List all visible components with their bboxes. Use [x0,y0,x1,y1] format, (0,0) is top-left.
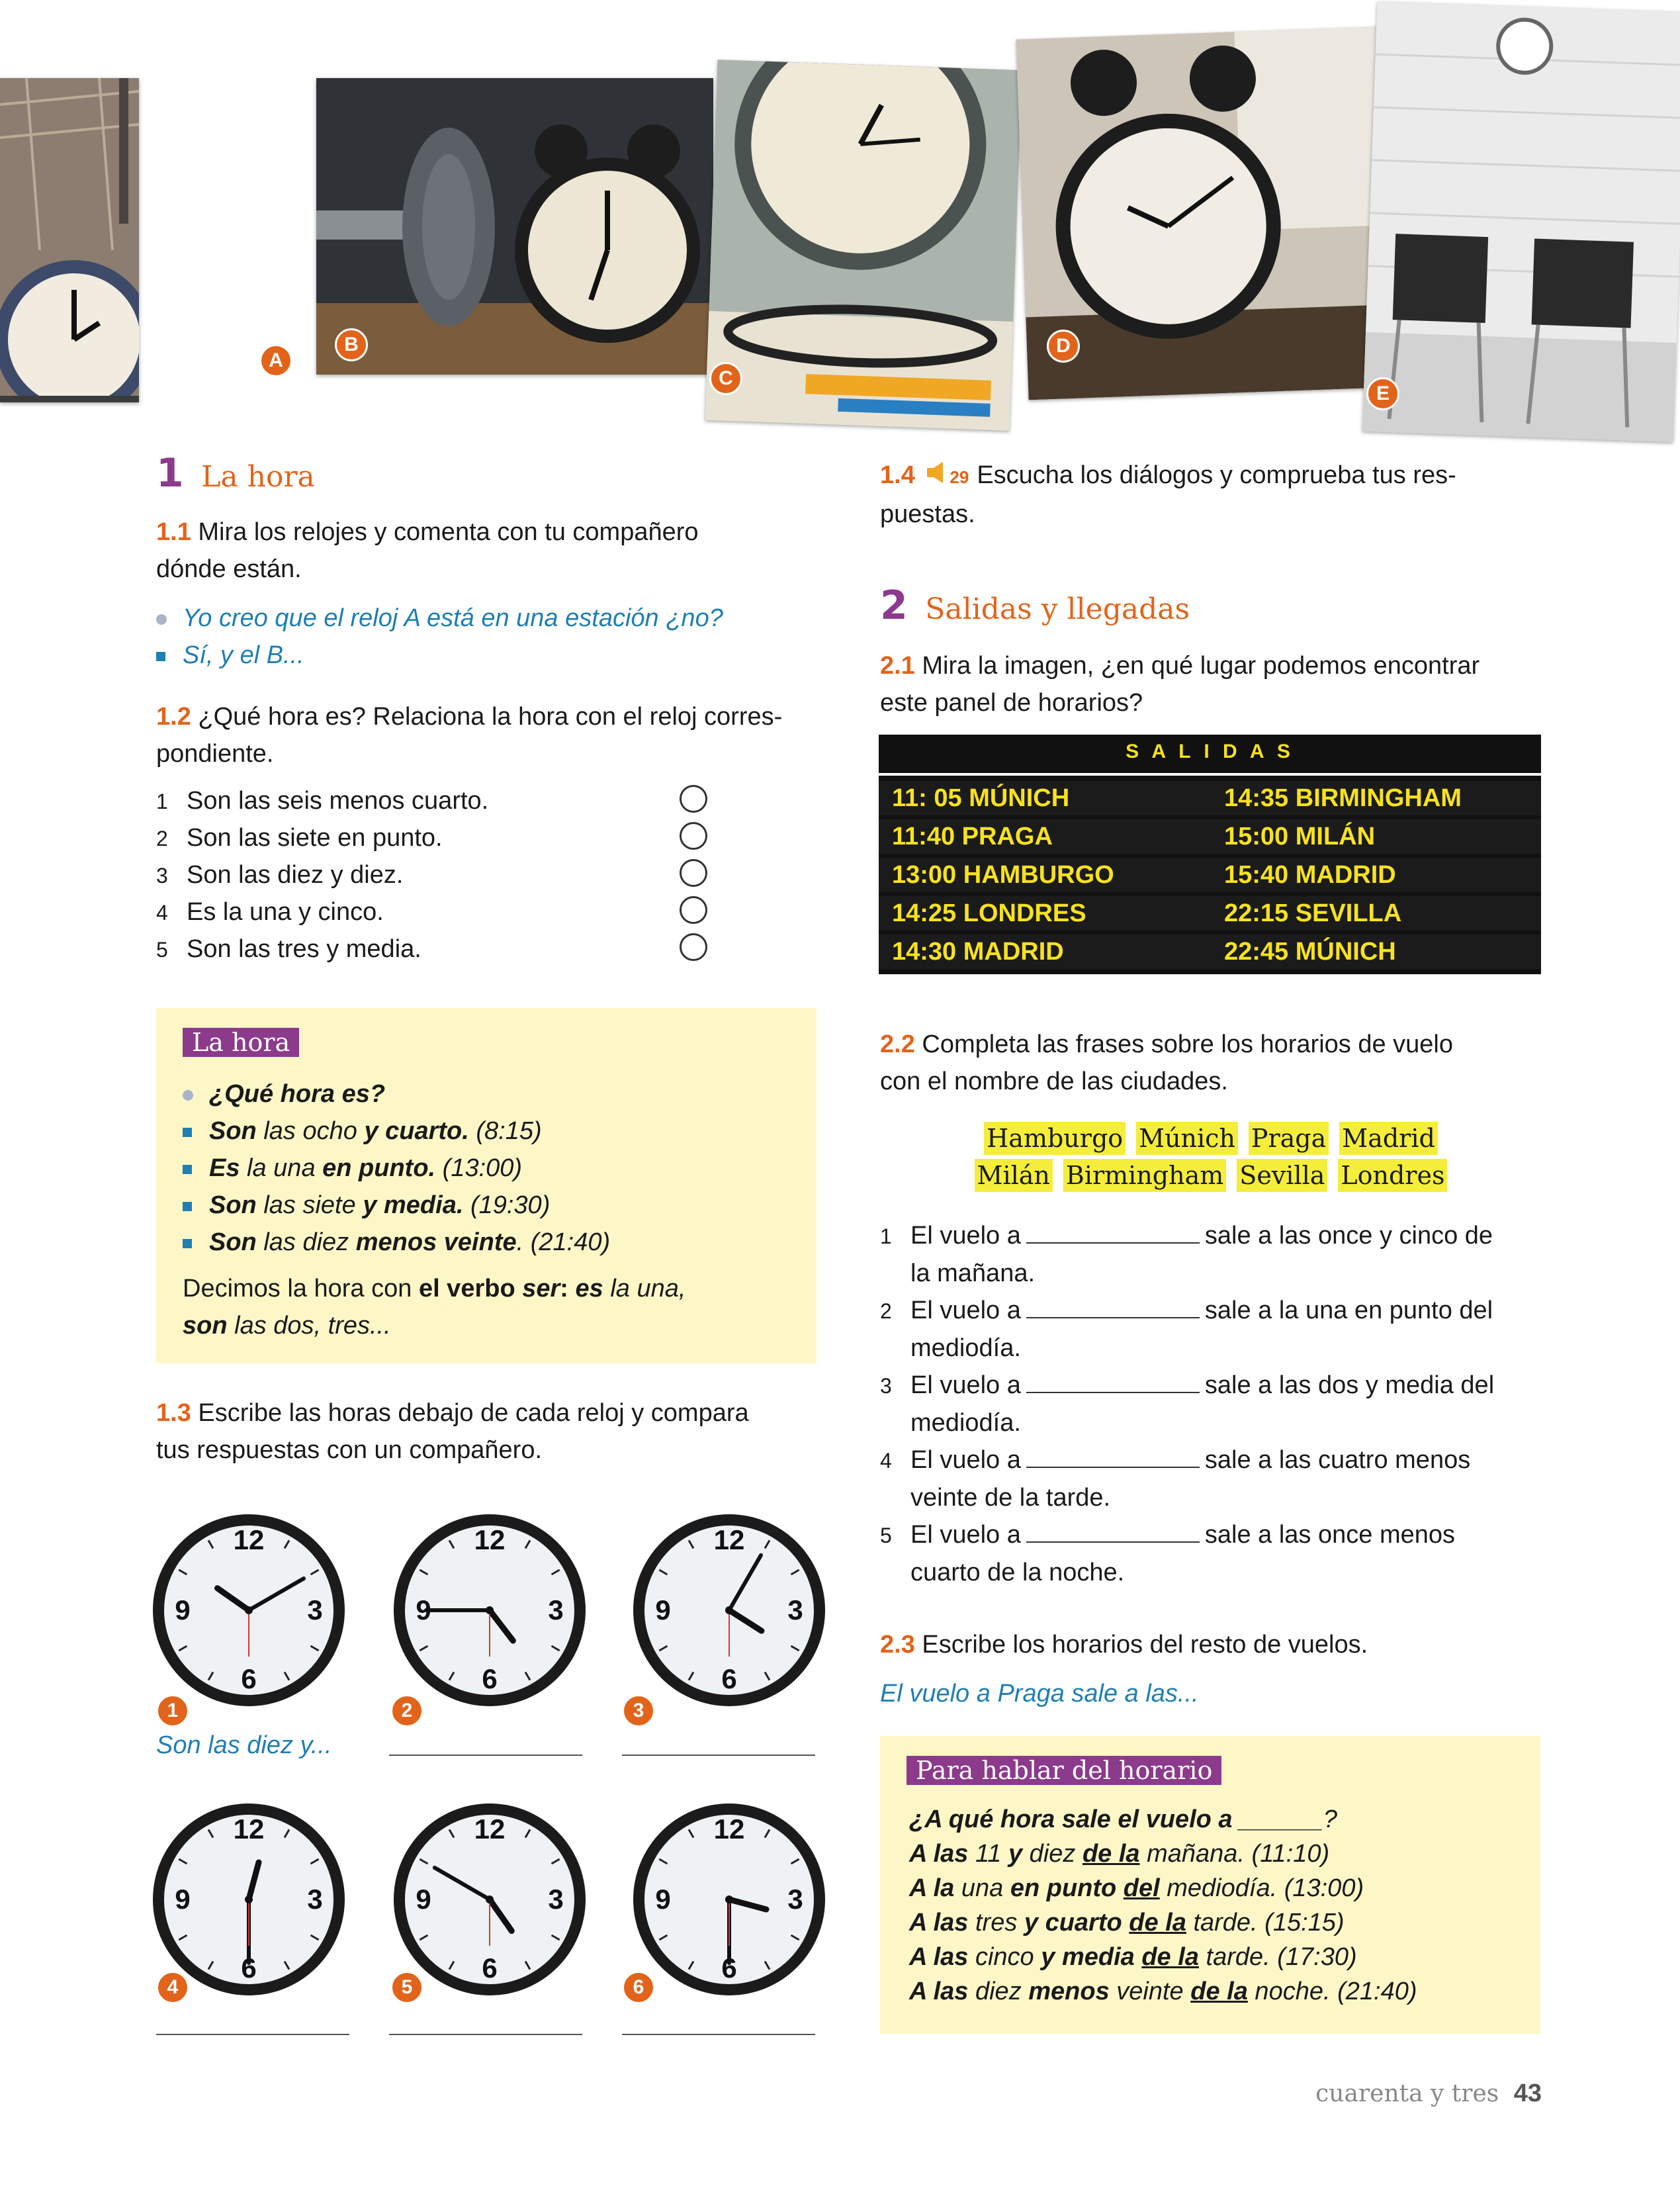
exercise-number: 1.3 [156,1399,191,1427]
board-cell-right: 14:35 BIRMINGHAM [1211,781,1541,815]
line-end: mediodía. (13:00) [1159,1874,1364,1902]
exercise-instruction-cont: puestas. [880,500,975,528]
bullet-square-icon [183,1202,192,1211]
bullet-dot-icon [183,1090,193,1101]
clock-label-5: 5 [390,1971,423,2004]
sentence-item [880,1441,1548,1479]
clock-number: 6 [721,1663,737,1694]
sentence-end: sale a la una en punto del [1204,1297,1493,1324]
sentence-start: El vuelo a [910,1371,1021,1399]
clock-number: 6 [241,1663,257,1694]
line-mid: veinte [1109,1978,1191,2005]
line-article: la [933,1874,955,1902]
photo-desk-clock [705,60,1022,431]
sentence-cont: cuarto de la noche. [910,1559,1125,1586]
dialog-line-2: Sí, y el B... [183,641,304,669]
clock-number: 3 [307,1594,323,1625]
item-text: Son las diez y diez. [187,861,404,889]
city-chip[interactable]: Madrid [1339,1122,1438,1155]
row-verb: Son [209,1228,257,1256]
list-item [156,782,488,820]
line-prep: de la [1082,1840,1140,1868]
exercise-instruction-cont: tus respuestas con un compañero. [156,1436,543,1464]
exercise-number: 1.1 [156,518,191,546]
sentence-start: El vuelo a [910,1297,1021,1324]
section-title: La hora [201,460,315,494]
exercise-2-2 [880,1026,1542,1100]
clock-number: 3 [548,1594,564,1625]
photo-station-clock [0,78,139,402]
row-text: las diez [256,1228,356,1256]
sentence-end: sale a las once menos [1204,1521,1455,1549]
exercise-instruction-cont: pondiente. [156,740,274,768]
clock-number: 9 [655,1594,671,1625]
sentence-cont: la mañana. [910,1259,1036,1287]
clock-number: 6 [482,1952,498,1984]
board-row [879,819,1541,854]
line-article: las [933,1978,969,2005]
exercise-number: 1.4 [880,461,915,489]
line-end: tarde. (17:30) [1198,1943,1357,1971]
board-cell-left: 11:40 PRAGA [879,819,1219,854]
line-hour: cinco [968,1943,1041,1971]
exercise-1-2 [156,698,818,772]
exercise-example: El vuelo a Praga sale a las... [880,1680,1199,1708]
exercise-number: 2.1 [880,652,915,680]
item-text: Es la una y cinco. [187,898,384,926]
exercise-instruction: Completa las frases sobre los horarios de vuelo [922,1030,1454,1058]
clock-number: 9 [416,1594,431,1625]
clock-number: 9 [416,1884,431,1915]
question-mark: ? [1323,1805,1338,1833]
board-row [879,896,1541,931]
answer-circle[interactable] [680,933,707,961]
box-row [183,1224,791,1261]
box-tag: La hora [183,1028,299,1057]
item-number: 1 [880,1224,892,1248]
exercise-number: 2.2 [880,1030,915,1058]
clock-label-6: 6 [622,1971,655,2004]
page-number-words: cuarenta y tres [1315,2080,1499,2107]
bullet-square-icon [183,1128,192,1137]
dialog-example [156,600,818,674]
clock-number: 3 [787,1594,803,1625]
exercise-instruction-cont: dónde están. [156,555,302,583]
answer-circle[interactable] [680,896,707,924]
clock-pin [486,1895,494,1903]
line-hour: 11 [968,1840,1008,1868]
box-line [909,1837,1518,1871]
line-hour: diez [968,1978,1029,2005]
board-cell-right: 15:00 MILÁN [1211,819,1541,854]
clock-pin [245,1606,253,1614]
city-chip[interactable]: Milán [975,1159,1053,1192]
sentence-end: sale a las once y cinco de [1204,1222,1493,1250]
city-chip[interactable]: Hamburgo [984,1122,1126,1155]
item-text: Son las seis menos cuarto. [187,787,489,815]
dumbbell-clock-illustration [316,78,713,375]
board-cell-right: 22:45 MÚNICH [1211,935,1541,969]
clock-label-1: 1 [156,1694,189,1727]
clock-number: 3 [548,1884,564,1915]
clock-number: 12 [233,1813,265,1845]
line-mid [1122,1909,1129,1937]
item-number: 2 [880,1299,892,1323]
line-prep: de la [1190,1978,1248,2005]
clock-label-4: 4 [156,1971,189,2004]
question-text: ¿A qué hora sale el vuelo a [909,1805,1240,1833]
audio-track-number: 29 [950,467,969,487]
city-chip[interactable]: Sevilla [1237,1159,1327,1192]
box-row [183,1113,791,1150]
row-time: (13:00) [435,1154,523,1182]
bullet-square-icon [183,1165,192,1174]
clock-number: 3 [787,1884,803,1915]
note-bold: el verbo [418,1275,523,1302]
board-row [879,935,1541,969]
fill-blank[interactable] [1026,1372,1200,1393]
sentence-item [880,1292,1548,1330]
clock-pin [725,1895,733,1903]
line-article: las [933,1909,969,1937]
list-item [156,931,421,968]
clock-label-3: 3 [622,1694,655,1727]
answer-line[interactable] [622,1755,815,1756]
city-chip[interactable]: Praga [1249,1122,1329,1155]
fill-blank[interactable] [1026,1522,1200,1543]
note-es: es [575,1275,603,1302]
exercise-number: 1.2 [156,703,191,731]
audio-speaker-icon[interactable] [926,458,948,495]
row-time: (8:15) [468,1117,542,1145]
exercise-1-3 [156,1394,818,1469]
grammar-box-horario [880,1736,1540,2034]
board-cell-left: 13:00 HAMBURGO [879,858,1219,892]
city-word-bank [880,1122,1542,1192]
box-row [183,1187,791,1224]
box-line [909,1940,1518,1974]
analog-clock-2 [390,1511,589,1710]
line-mid: diez [1022,1840,1083,1868]
line-end: tarde. (15:15) [1186,1909,1345,1937]
board-cell-left: 14:30 MADRID [879,935,1219,969]
line-hour: tres [968,1909,1024,1937]
item-text: Son las tres y media. [187,935,421,963]
line-key: en punto [1010,1874,1117,1902]
line-key: y cuarto [1024,1909,1122,1937]
exercise-2-1 [880,647,1542,721]
row-key: y cuarto. [364,1117,469,1145]
sentence-end: sale a las dos y media del [1204,1371,1495,1399]
row-verb: Son [209,1117,257,1145]
exercise-instruction: Escucha los diálogos y comprueba tus res- [977,461,1456,489]
bullet-square-icon [156,652,165,661]
row-time: . (21:40) [516,1228,611,1256]
exercise-instruction-cont: este panel de horarios? [880,689,1143,717]
item-number: 2 [156,827,168,850]
line-a: A [909,1909,934,1937]
photo-badge-e: E [1366,377,1399,410]
exercise-instruction: ¿Qué hora es? Relaciona la hora con el reloj corres- [198,703,783,731]
note-la-una: la una, [603,1275,686,1302]
item-number: 3 [156,864,168,888]
analog-clock-6 [630,1800,828,1999]
exercise-number: 2.3 [880,1631,915,1659]
section-2-heading [880,582,1190,629]
note-son: son [183,1312,228,1340]
analog-clock-3 [630,1511,828,1710]
line-article: las [933,1943,969,1971]
line-key: y [1008,1840,1023,1868]
dialog-line-1: Yo creo que el reloj A está en una estación ¿no? [183,604,723,632]
board-row [879,781,1541,815]
line-a: A [909,1978,934,2005]
board-row [879,858,1541,892]
box-note [183,1270,791,1307]
photo-badge-b: B [335,328,368,361]
list-item [156,893,384,931]
answer-circle[interactable] [680,785,707,813]
clock-pin [725,1606,733,1614]
analog-clock-1 [150,1511,348,1710]
clock-1-answer[interactable]: Son las diez y... [156,1731,332,1759]
box-row [183,1150,791,1187]
section-1-heading [156,450,315,496]
photo-badge-c: C [709,362,742,395]
clock-number: 12 [713,1524,745,1555]
box-question [183,1075,791,1113]
board-cell-right: 15:40 MADRID [1211,858,1541,892]
sentence-list [880,1217,1548,1591]
sentence-cont: mediodía. [910,1334,1021,1362]
question-text: ¿Qué hora es? [209,1080,386,1108]
clock-number: 12 [233,1524,265,1555]
sentence-item [880,1516,1548,1554]
line-prep: de la [1129,1909,1186,1937]
row-time: (19:30) [463,1191,551,1219]
item-number: 5 [156,938,168,962]
bullet-dot-icon [156,614,167,625]
desk-clock-illustration [705,60,1022,431]
line-prep: de la [1141,1943,1199,1971]
line-a: A [909,1840,934,1868]
box-line [909,1871,1518,1905]
city-chip[interactable]: Múnich [1136,1122,1238,1155]
answer-line[interactable] [389,1755,582,1756]
list-item [156,856,403,894]
board-cell-left: 14:25 LONDRES [879,896,1219,931]
row-text: las ocho [256,1117,365,1145]
page-number: 43 [1513,2079,1542,2107]
answer-circle[interactable] [680,859,707,887]
clock-pin [486,1606,494,1614]
grammar-box-la-hora [156,1008,817,1363]
clock-label-2: 2 [390,1694,423,1727]
photo-dumbbell-clock [316,78,713,375]
bullet-square-icon [183,1239,192,1248]
row-verb: Es [209,1154,240,1182]
photo-badge-a: A [259,344,292,377]
list-item [156,819,443,857]
box-note-2 [183,1307,791,1344]
sentence-start: El vuelo a [910,1222,1021,1250]
answer-line[interactable] [156,2034,349,2035]
clock-number: 9 [655,1884,671,1915]
item-number: 3 [880,1374,892,1398]
line-a: A [909,1874,934,1902]
clock-number: 12 [474,1813,506,1845]
item-number: 4 [880,1449,892,1473]
box-question [909,1802,1518,1837]
row-text: las siete [256,1191,363,1219]
line-prep: del [1123,1874,1160,1902]
line-end: noche. (21:40) [1247,1978,1417,2005]
item-text: Son las siete en punto. [187,824,443,852]
item-number: 1 [156,790,168,813]
answer-line[interactable] [389,2034,582,2035]
sentence-start: El vuelo a [910,1521,1021,1549]
box-line [909,1905,1518,1940]
row-text: la una [240,1154,323,1182]
exercise-2-3 [880,1626,1542,1712]
answer-line[interactable] [622,2034,815,2035]
line-mid [1116,1874,1124,1902]
line-mid [1135,1943,1142,1971]
clock-number: 12 [713,1813,745,1845]
section-number: 2 [880,582,908,629]
line-key: y media [1041,1943,1135,1971]
answer-circle[interactable] [680,822,707,850]
row-key: y media. [363,1191,464,1219]
sentence-item [880,1217,1548,1255]
analog-clock-5 [390,1800,589,1999]
row-key: menos veinte [355,1228,517,1256]
fill-blank[interactable] [1026,1222,1200,1244]
clock-number: 6 [241,1952,257,1984]
note-colon: : [560,1275,576,1302]
question-blank: ______ [1239,1805,1323,1833]
item-number: 4 [156,901,168,925]
section-number: 1 [156,450,184,496]
exercise-1-1 [156,514,818,588]
line-end: mañana. (11:10) [1139,1840,1330,1868]
clock-number: 9 [175,1594,191,1625]
section-title: Salidas y llegadas [925,592,1190,626]
city-chip[interactable]: Londres [1338,1159,1447,1192]
clock-number: 3 [307,1884,323,1915]
exercise-instruction-cont: con el nombre de las ciudades. [880,1068,1228,1095]
page-footer [1257,2079,1542,2108]
box-tag: Para hablar del horario [906,1756,1221,1785]
exercise-instruction: Escribe las horas debajo de cada reloj y compara [198,1399,749,1427]
clock-number: 12 [474,1524,506,1555]
photo-waiting-room [1362,1,1680,442]
sentence-item [880,1367,1548,1404]
sentence-cont: veinte de la tarde. [910,1484,1111,1512]
clock-number: 9 [175,1884,191,1915]
line-key: menos [1028,1978,1110,2005]
clock-number: 6 [721,1952,737,1984]
note-text: Decimos la hora con [183,1275,419,1302]
fill-blank[interactable] [1026,1297,1200,1318]
clock-pin [245,1895,253,1903]
note-verb: ser [522,1275,560,1302]
row-key: en punto. [322,1154,436,1182]
sentence-cont: mediodía. [910,1409,1021,1437]
station-clock-illustration [0,78,139,402]
line-a: A [909,1943,934,1971]
departures-board [879,735,1541,974]
analog-clock-4 [150,1800,348,1999]
board-title: S A L I D A S [879,735,1541,776]
sentence-end: sale a las cuatro menos [1204,1446,1471,1474]
photo-badge-d: D [1047,330,1080,363]
item-number: 5 [880,1524,892,1547]
fill-blank[interactable] [1026,1447,1200,1468]
row-verb: Son [209,1191,257,1219]
box-line [909,1974,1518,2009]
clock-number: 6 [482,1663,498,1694]
waiting-room-illustration [1362,1,1680,442]
sentence-start: El vuelo a [910,1446,1021,1474]
board-cell-right: 22:15 SEVILLA [1211,896,1541,931]
line-article: las [933,1840,969,1868]
board-cell-left: 11: 05 MÚNICH [879,781,1219,815]
city-chip[interactable]: Birmingham [1063,1159,1226,1192]
note-dos-tres: las dos, tres... [227,1312,391,1340]
line-hour: una [954,1874,1010,1902]
exercise-instruction: Mira los relojes y comenta con tu compañero [198,518,699,546]
exercise-instruction: Escribe los horarios del resto de vuelos. [922,1631,1368,1659]
exercise-1-4 [880,457,1542,533]
exercise-instruction: Mira la imagen, ¿en qué lugar podemos encontrar [922,652,1480,680]
